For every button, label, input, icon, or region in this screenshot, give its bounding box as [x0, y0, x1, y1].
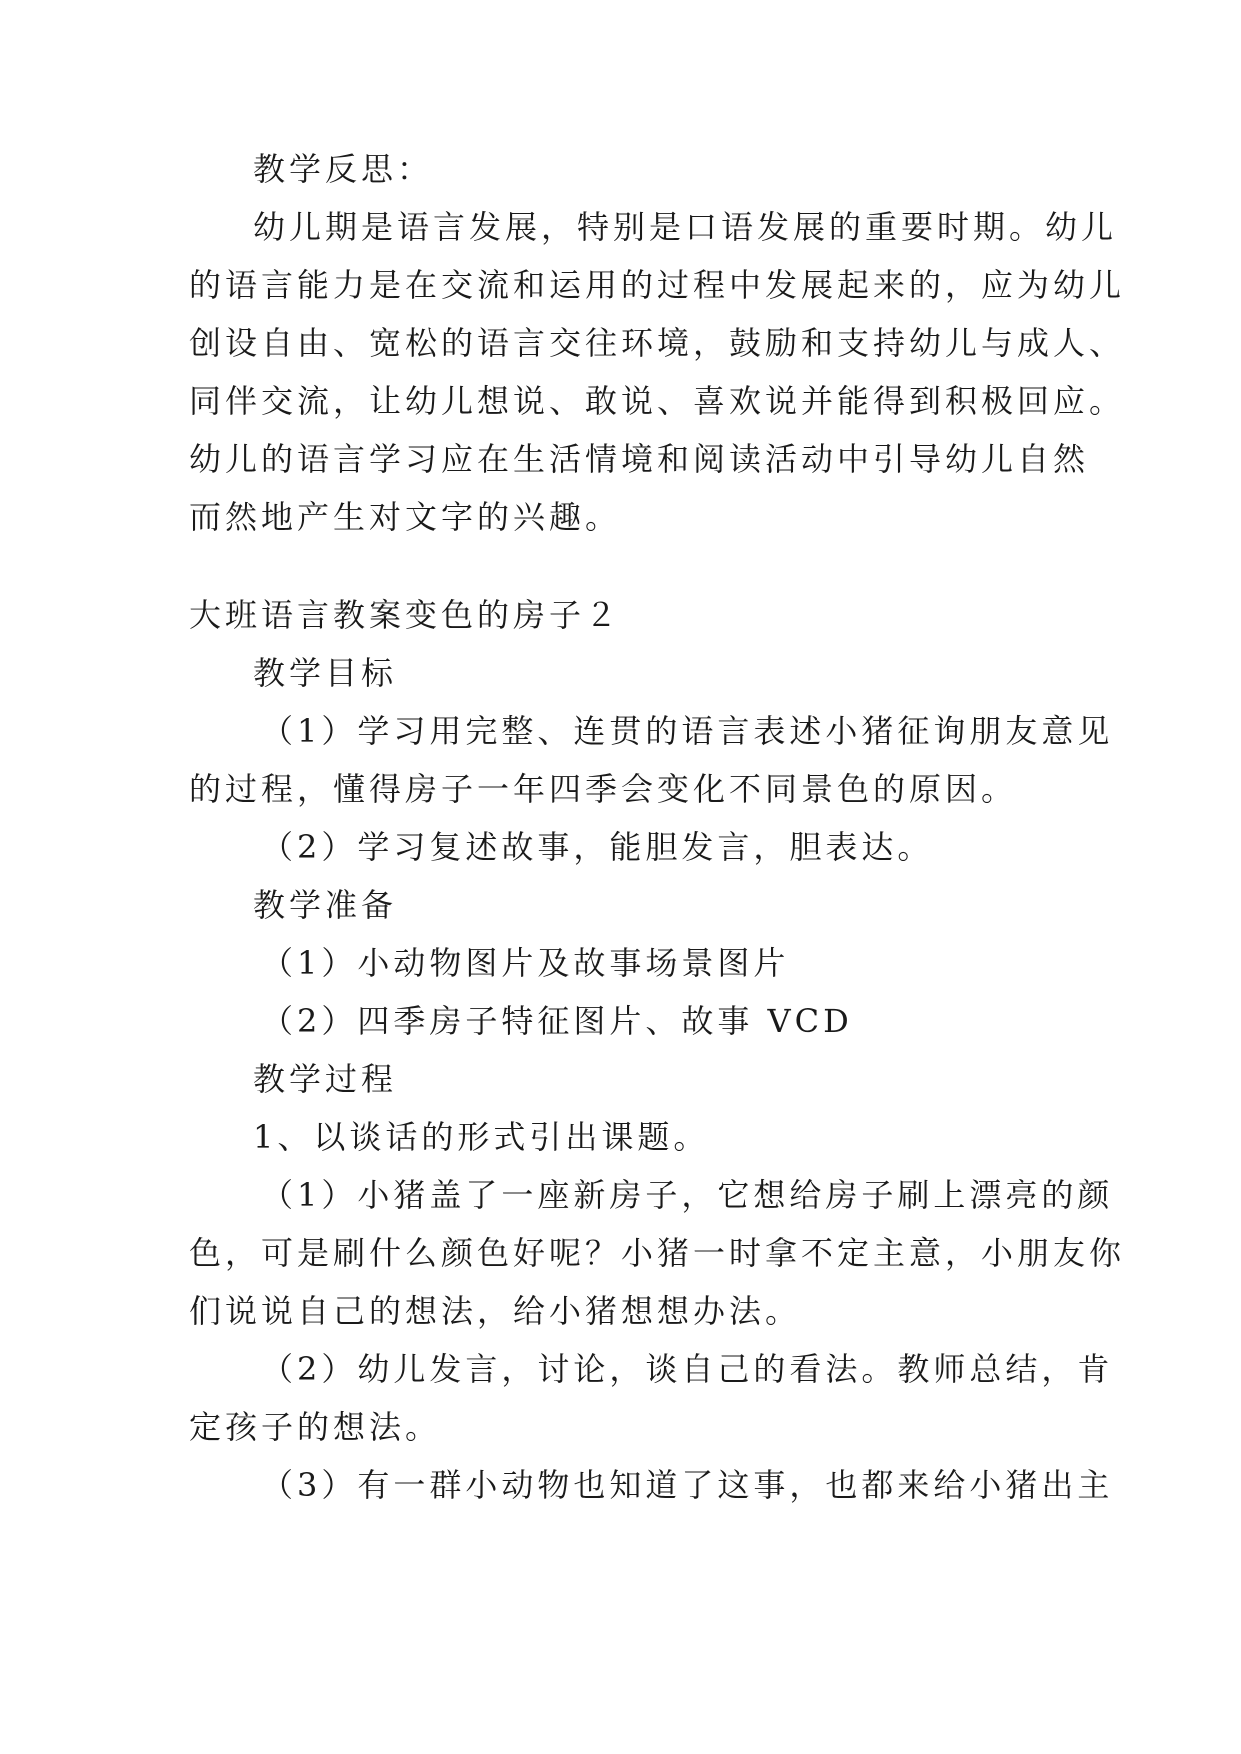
prep-heading: 教学准备 — [253, 886, 398, 924]
process-line: 定孩子的想法。 — [189, 1408, 442, 1446]
prep-line: （1）小动物图片及故事场景图片 — [261, 944, 790, 982]
reflection-line: 而然地产生对文字的兴趣。 — [189, 498, 622, 536]
process-line: （2）幼儿发言，讨论，谈自己的看法。教师总结，肯 — [261, 1350, 1114, 1388]
process-line: （3）有一群小动物也知道了这事，也都来给小猪出主 — [261, 1466, 1114, 1504]
reflection-line: 同伴交流，让幼儿想说、敢说、喜欢说并能得到积极回应。 — [189, 382, 1126, 420]
process-line: （1）小猪盖了一座新房子，它想给房子刷上漂亮的颜 — [261, 1176, 1114, 1214]
reflection-line: 创设自由、宽松的语言交往环境，鼓励和支持幼儿与成人、 — [189, 324, 1126, 362]
prep-line: （2）四季房子特征图片、故事 VCD — [261, 1002, 853, 1040]
objectives-heading: 教学目标 — [253, 654, 398, 692]
objective-line: 的过程，懂得房子一年四季会变化不同景色的原因。 — [189, 770, 1018, 808]
reflection-section — [189, 140, 1126, 546]
lesson-title: 大班语言教案变色的房子２ — [189, 596, 622, 634]
objective-line: （2）学习复述故事，能胆发言，胆表达。 — [261, 828, 934, 866]
lesson-section — [189, 586, 1126, 1514]
reflection-line: 的语言能力是在交流和运用的过程中发展起来的，应为幼儿 — [189, 266, 1126, 304]
process-line: 色，可是刷什么颜色好呢？小猪一时拿不定主意，小朋友你 — [189, 1234, 1126, 1272]
reflection-line: 幼儿的语言学习应在生活情境和阅读活动中引导幼儿自然 — [189, 440, 1090, 478]
reflection-line: 幼儿期是语言发展，特别是口语发展的重要时期。幼儿 — [253, 208, 1118, 246]
process-heading: 教学过程 — [253, 1060, 398, 1098]
process-step: 1、以谈话的形式引出课题。 — [253, 1118, 710, 1156]
reflection-heading: 教学反思： — [253, 150, 434, 188]
objective-line: （1）学习用完整、连贯的语言表述小猪征询朋友意见 — [261, 712, 1114, 750]
process-line: 们说说自己的想法，给小猪想想办法。 — [189, 1292, 802, 1330]
